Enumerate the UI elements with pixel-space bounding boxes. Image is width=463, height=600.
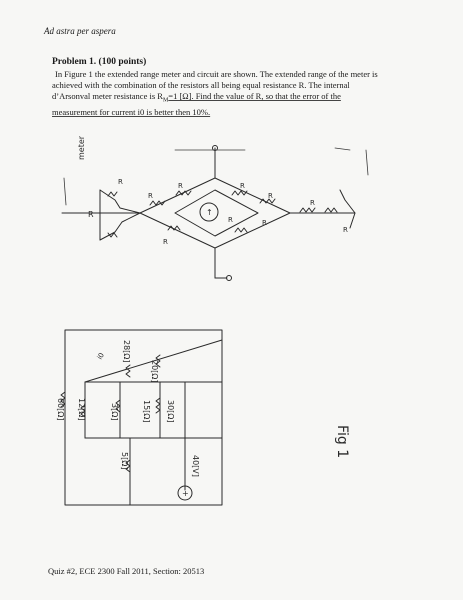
resistor-60-label: 60[Ω] <box>56 398 65 421</box>
problem-text-line-3b: =1 [Ω]. Find the value of R, so that the error of the <box>168 91 341 101</box>
resistor-28-label: 28[Ω] <box>122 340 131 363</box>
resistor-30-label: 30[Ω] <box>166 400 175 423</box>
resistor-label: R <box>178 182 183 190</box>
side-label-meter: meter <box>77 135 86 160</box>
current-i0-label: i0 <box>95 351 106 361</box>
resistor-5-label: 5[Ω] <box>120 452 129 470</box>
meter-arrow-icon: ↑ <box>206 208 213 217</box>
resistor-15-label: 15[Ω] <box>142 400 151 423</box>
page-footer: Quiz #2, ECE 2300 Fall 2011, Section: 20513 <box>48 566 205 576</box>
resistor-label: R <box>268 192 273 200</box>
resistor-20-label: 20[Ω] <box>150 360 159 383</box>
source-plus-sign: + <box>182 489 189 498</box>
figure-caption: Fig 1 <box>334 425 350 459</box>
source-40v-label: 40[V] <box>191 455 200 477</box>
problem-text-line-4: measurement for current i0 is better then 10%. <box>52 106 211 117</box>
problem-title: Problem 1. (100 points) <box>52 57 147 67</box>
resistor-label: R <box>262 219 267 227</box>
resistor-label: R <box>148 192 153 200</box>
resistor-label: R <box>228 216 233 224</box>
resistor-label: R <box>88 210 94 219</box>
resistor-zigzag <box>126 365 130 377</box>
resistor-label: R <box>118 178 123 186</box>
resistor-zigzag <box>156 398 160 413</box>
resistor-label: R <box>310 199 315 207</box>
problem-text-line-3a: d’Arsonval meter resistance is R <box>52 91 163 101</box>
resistor-label: R <box>240 182 245 190</box>
resistor-12-label: 12[Ω] <box>77 398 86 421</box>
resistor-label: R <box>343 226 348 234</box>
resistor-label: R <box>163 238 168 246</box>
page-header-motto: Ad astra per aspera <box>44 26 116 36</box>
problem-text-line-2: achieved with the combination of the resistors all being equal resistance R. The internal <box>52 80 350 90</box>
meter-resistance-subscript: M <box>162 97 169 104</box>
problem-text-line-1: In Figure 1 the extended range meter and circuit are shown. The extended range of the meter is <box>55 69 378 79</box>
resistor-3-label: 3[Ω] <box>110 403 119 421</box>
